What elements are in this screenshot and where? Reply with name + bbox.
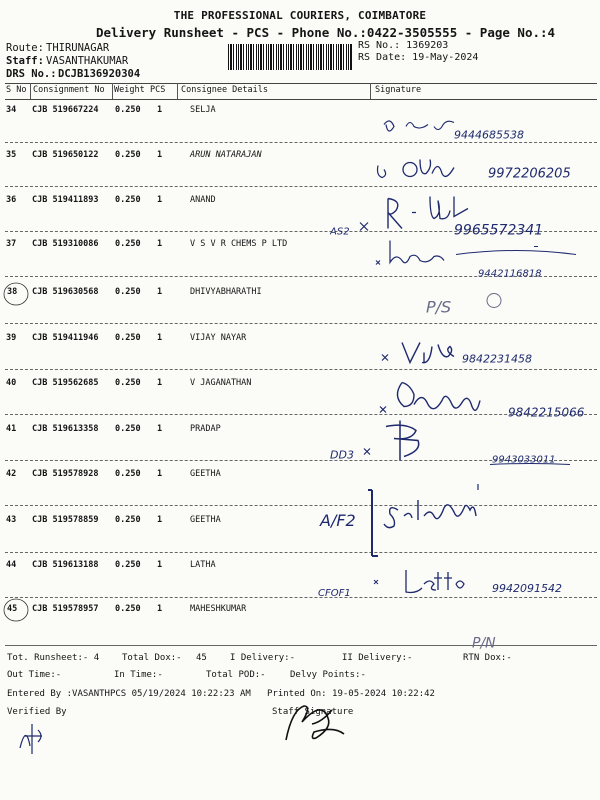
row-consignee: PRADAP (190, 424, 221, 434)
staff-value: VASANTHAKUMAR (46, 55, 129, 67)
drs-value: DCJB136920304 (58, 68, 141, 80)
row-weight: 0.250 (115, 333, 141, 343)
row-consignment: CJB 519310086 (32, 239, 99, 249)
out-time: Out Time:- (7, 670, 62, 680)
row-pcs: 1 (157, 604, 163, 614)
svg-text:9842215066: 9842215066 (508, 405, 585, 420)
row-sno: 45 (7, 604, 18, 614)
row-weight: 0.250 (115, 150, 141, 160)
row-sno: 36 (6, 195, 17, 205)
row-sno: 37 (6, 239, 17, 249)
row-sno: 44 (6, 560, 17, 570)
row-pcs: 1 (157, 333, 163, 343)
route-value: THIRUNAGAR (46, 42, 110, 54)
row-separator (5, 597, 597, 598)
row-consignee: GEETHA (190, 469, 221, 479)
verifier-signature (10, 718, 70, 758)
col-header-sno: S No (6, 85, 27, 95)
total-dox-value: 45 (196, 653, 207, 663)
row-weight: 0.250 (115, 424, 141, 434)
col-header-weight: Weight (114, 85, 145, 95)
row-separator (5, 186, 597, 187)
row-pcs: 1 (157, 195, 163, 205)
row-consignee: LATHA (190, 560, 216, 570)
row-weight: 0.250 (115, 560, 141, 570)
staff-label: Staff: (6, 55, 44, 67)
row-sno: 43 (6, 515, 17, 525)
svg-text:9444685538: 9444685538 (454, 128, 524, 142)
row-pcs: 1 (157, 105, 163, 115)
row-consignee: SELJA (190, 105, 216, 115)
table-row (0, 604, 600, 644)
table-row (0, 239, 600, 279)
svg-text:A/F2: A/F2 (320, 511, 356, 530)
svg-text:DD3: DD3 (330, 448, 354, 462)
rtn-dox: RTN Dox:- (463, 653, 512, 663)
row-weight: 0.250 (115, 469, 141, 479)
row-separator (5, 505, 597, 506)
svg-text:P/S: P/S (426, 297, 452, 317)
row-consignment: CJB 519578928 (32, 469, 99, 479)
table-row (0, 105, 600, 145)
row-weight: 0.250 (115, 195, 141, 205)
table-row (0, 287, 600, 327)
row-separator (5, 414, 597, 415)
row-consignee: VIJAY NAYAR (190, 333, 247, 343)
table-row (0, 195, 600, 235)
svg-text:9842231458: 9842231458 (462, 352, 532, 366)
table-row (0, 560, 600, 600)
table-row (0, 515, 600, 555)
row-pcs: 1 (157, 150, 163, 160)
row-pcs: 1 (157, 469, 163, 479)
total-dox-label: Total Dox:- (122, 653, 182, 663)
runsheet-subtitle: Delivery Runsheet - PCS - Phone No.:0422-3505555 - Page No.:4 (96, 25, 556, 40)
row-consignee: GEETHA (190, 515, 221, 525)
col-header-consignment: Consignment No (33, 85, 105, 95)
row-sno: 38 (7, 287, 18, 297)
total-pod: Total POD:- (206, 670, 266, 680)
row-sno: 41 (6, 424, 17, 434)
row-pcs: 1 (157, 424, 163, 434)
table-row (0, 333, 600, 373)
row-weight: 0.250 (115, 105, 141, 115)
page-title: THE PROFESSIONAL COURIERS, COIMBATORE (173, 9, 427, 22)
ii-delivery: II Delivery:- (342, 653, 413, 663)
row-weight: 0.250 (115, 604, 141, 614)
staff-signature-scribble (272, 694, 372, 744)
svg-text:9943033011: 9943033011 (492, 454, 556, 466)
table-bottom-border (5, 645, 597, 646)
row-consignee: DHIVYABHARATHI (190, 287, 262, 297)
row-weight: 0.250 (115, 287, 141, 297)
row-separator (5, 142, 597, 143)
printed-on: Printed On: 19-05-2024 10:22:42 (267, 689, 435, 699)
staff-signature-label: Staff Signature (272, 707, 354, 717)
row-separator (5, 552, 597, 553)
row-consignment: CJB 519578957 (32, 604, 99, 614)
svg-text:9972206205: 9972206205 (488, 166, 571, 182)
row-consignment: CJB 519562685 (32, 378, 99, 388)
col-header-signature: Signature (375, 85, 422, 95)
table-row (0, 378, 600, 418)
svg-text:9442116818: 9442116818 (478, 268, 542, 280)
row-sno: 40 (6, 378, 17, 388)
row-consignee: V JAGANATHAN (190, 378, 252, 388)
row-separator (5, 323, 597, 324)
row-consignment: CJB 519411893 (32, 195, 99, 205)
tot-runsheet: Tot. Runsheet:- 4 (7, 653, 100, 663)
row-consignee: ARUN NATARAJAN (190, 150, 262, 160)
row-consignment: CJB 519613358 (32, 424, 99, 434)
table-row (0, 150, 600, 190)
route-label: Route: (6, 42, 44, 54)
row-consignment: CJB 519650122 (32, 150, 99, 160)
i-delivery: I Delivery:- (230, 653, 296, 663)
row-consignment: CJB 519411946 (32, 333, 99, 343)
row-pcs: 1 (157, 560, 163, 570)
row-consignment: CJB 519667224 (32, 105, 99, 115)
delvy-points: Delvy Points:- (290, 670, 366, 680)
row-separator (5, 276, 597, 277)
rs-date: RS Date: 19-May-2024 (358, 52, 479, 63)
row-pcs: 1 (157, 287, 163, 297)
row-consignment: CJB 519578859 (32, 515, 99, 525)
svg-text:P/N: P/N (472, 635, 496, 652)
row-separator (5, 369, 597, 370)
col-header-pcs: PCS (150, 85, 166, 95)
in-time: In Time:- (114, 670, 163, 680)
rs-number: RS No.: 1369203 (358, 40, 449, 51)
circle-mark-45 (0, 596, 40, 626)
row-separator (5, 460, 597, 461)
svg-text:CFOF1: CFOF1 (318, 588, 351, 599)
svg-text:9965572341: 9965572341 (454, 222, 544, 239)
row-consignee: V S V R CHEMS P LTD (190, 239, 288, 249)
row-pcs: 1 (157, 515, 163, 525)
entered-by: Entered By :VASANTHPCS 05/19/2024 10:22:23 AM (7, 689, 251, 699)
table-row (0, 469, 600, 509)
circle-mark-38 (0, 280, 40, 310)
col-header-consignee: Consignee Details (181, 85, 268, 95)
table-row (0, 424, 600, 464)
svg-text:9942091542: 9942091542 (492, 582, 562, 595)
row-consignee: ANAND (190, 195, 216, 205)
row-weight: 0.250 (115, 239, 141, 249)
verified-by: Verified By (7, 707, 67, 717)
row-sno: 42 (6, 469, 17, 479)
row-weight: 0.250 (115, 515, 141, 525)
row-sno: 34 (6, 105, 17, 115)
svg-text:AS2: AS2 (330, 226, 350, 238)
row-sno: 39 (6, 333, 17, 343)
row-consignee: MAHESHKUMAR (190, 604, 247, 614)
drs-label: DRS No.: (6, 68, 57, 80)
row-sno: 35 (6, 150, 17, 160)
row-pcs: 1 (157, 378, 163, 388)
row-pcs: 1 (157, 239, 163, 249)
row-consignment: CJB 519630568 (32, 287, 99, 297)
row-consignment: CJB 519613188 (32, 560, 99, 570)
row-separator (5, 231, 597, 232)
row-weight: 0.250 (115, 378, 141, 388)
